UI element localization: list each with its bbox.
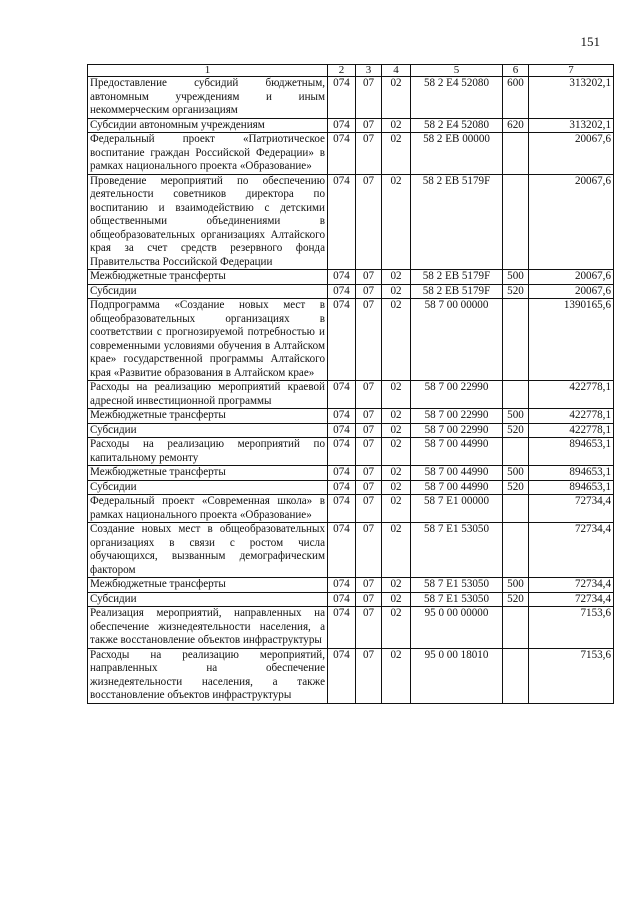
row-name: Межбюджетные трансферты [88,409,328,424]
target-article-code: 58 2 EB 5179F [411,174,503,270]
section-code: 07 [356,578,382,593]
expense-type-code: 520 [503,284,529,299]
amount: 422778,1 [529,423,614,438]
column-header: 3 [356,65,382,77]
column-header: 2 [328,65,356,77]
table-row [88,77,614,119]
subsection-code: 02 [382,592,411,607]
row-name: Субсидии [88,480,328,495]
row-name: Субсидии [88,423,328,438]
subsection-code: 02 [382,480,411,495]
amount: 313202,1 [529,118,614,133]
ministry-code: 074 [328,270,356,285]
expense-type-code: 520 [503,592,529,607]
section-code: 07 [356,381,382,409]
amount: 20067,6 [529,174,614,270]
table-row [88,270,614,285]
amount: 894653,1 [529,466,614,481]
row-name: Подпрограмма «Создание новых мест в общеобразовательных организациях в соответствии с прогнозируемой потребностью и современными условиями обучения в Алтайском крае» государственной программы Алтайского края «Развитие образования в Алтайском крае» [88,299,328,381]
table-row [88,466,614,481]
table-row [88,607,614,649]
column-header: 7 [529,65,614,77]
row-name: Федеральный проект «Патриотическое воспитание граждан Российской Федерации» в рамках национального проекта «Образование» [88,133,328,175]
table-row [88,423,614,438]
amount: 72734,4 [529,495,614,523]
amount: 20067,6 [529,270,614,285]
ministry-code: 074 [328,648,356,703]
table-row [88,409,614,424]
row-name: Межбюджетные трансферты [88,270,328,285]
amount: 72734,4 [529,592,614,607]
target-article-code: 58 7 00 44990 [411,466,503,481]
section-code: 07 [356,466,382,481]
target-article-code: 58 2 EB 5179F [411,284,503,299]
subsection-code: 02 [382,495,411,523]
expense-type-code [503,174,529,270]
table-row [88,381,614,409]
ministry-code: 074 [328,438,356,466]
subsection-code: 02 [382,648,411,703]
expense-type-code [503,495,529,523]
table-row [88,480,614,495]
section-code: 07 [356,438,382,466]
column-header: 5 [411,65,503,77]
header-row [88,65,614,77]
ministry-code: 074 [328,523,356,578]
subsection-code: 02 [382,284,411,299]
section-code: 07 [356,270,382,285]
ministry-code: 074 [328,381,356,409]
ministry-code: 074 [328,299,356,381]
row-name: Расходы на реализацию мероприятий краевой адресной инвестиционной программы [88,381,328,409]
amount: 72734,4 [529,523,614,578]
row-name: Субсидии автономным учреждениям [88,118,328,133]
expense-type-code: 500 [503,578,529,593]
row-name: Федеральный проект «Современная школа» в рамках национального проекта «Образование» [88,495,328,523]
section-code: 07 [356,284,382,299]
subsection-code: 02 [382,174,411,270]
row-name: Расходы на реализацию мероприятий по капитальному ремонту [88,438,328,466]
column-header: 4 [382,65,411,77]
target-article-code: 58 7 00 22990 [411,409,503,424]
subsection-code: 02 [382,423,411,438]
section-code: 07 [356,648,382,703]
subsection-code: 02 [382,299,411,381]
expense-type-code [503,438,529,466]
table-row [88,523,614,578]
expense-type-code [503,523,529,578]
section-code: 07 [356,118,382,133]
table-row [88,592,614,607]
row-name: Проведение мероприятий по обеспечению деятельности советников директора по воспитанию и взаимодействию с детскими общественными объединениями в общеобразовательных организациях Алтайского края за счет средств резервного фонда Правительства Российской Федерации [88,174,328,270]
amount: 422778,1 [529,381,614,409]
table-row [88,495,614,523]
section-code: 07 [356,495,382,523]
section-code: 07 [356,77,382,119]
ministry-code: 074 [328,423,356,438]
ministry-code: 074 [328,578,356,593]
section-code: 07 [356,423,382,438]
section-code: 07 [356,607,382,649]
row-name: Реализация мероприятий, направленных на обеспечение жизнедеятельности населения, а также восстановление объектов инфраструктуры [88,607,328,649]
target-article-code: 58 7 00 22990 [411,423,503,438]
subsection-code: 02 [382,438,411,466]
section-code: 07 [356,409,382,424]
row-name: Субсидии [88,592,328,607]
section-code: 07 [356,480,382,495]
ministry-code: 074 [328,133,356,175]
expense-type-code: 600 [503,77,529,119]
table-row [88,284,614,299]
table-row [88,299,614,381]
row-name: Межбюджетные трансферты [88,578,328,593]
target-article-code: 58 7 00 44990 [411,480,503,495]
page-number: 151 [580,34,600,49]
subsection-code: 02 [382,270,411,285]
target-article-code: 95 0 00 18010 [411,648,503,703]
section-code: 07 [356,592,382,607]
target-article-code: 58 2 EB 5179F [411,270,503,285]
amount: 72734,4 [529,578,614,593]
target-article-code: 58 7 E1 53050 [411,592,503,607]
subsection-code: 02 [382,118,411,133]
expense-type-code: 500 [503,270,529,285]
target-article-code: 58 2 E4 52080 [411,77,503,119]
subsection-code: 02 [382,607,411,649]
amount: 894653,1 [529,438,614,466]
subsection-code: 02 [382,409,411,424]
expense-type-code: 520 [503,480,529,495]
amount: 7153,6 [529,607,614,649]
table-row [88,133,614,175]
row-name: Предоставление субсидий бюджетным, автономным учреждениям и иным некоммерческим организациям [88,77,328,119]
amount: 20067,6 [529,284,614,299]
amount: 20067,6 [529,133,614,175]
ministry-code: 074 [328,480,356,495]
expense-type-code: 620 [503,118,529,133]
table-row [88,118,614,133]
subsection-code: 02 [382,133,411,175]
column-header: 6 [503,65,529,77]
subsection-code: 02 [382,466,411,481]
table-row [88,648,614,703]
subsection-code: 02 [382,77,411,119]
row-name: Расходы на реализацию мероприятий, направленных на обеспечение жизнедеятельности населения, а также восстановление объектов инфраструктуры [88,648,328,703]
amount: 313202,1 [529,77,614,119]
subsection-code: 02 [382,578,411,593]
target-article-code: 58 7 E1 00000 [411,495,503,523]
ministry-code: 074 [328,118,356,133]
ministry-code: 074 [328,592,356,607]
column-header: 1 [88,65,328,77]
ministry-code: 074 [328,495,356,523]
expense-type-code: 500 [503,409,529,424]
row-name: Субсидии [88,284,328,299]
target-article-code: 58 2 EB 00000 [411,133,503,175]
ministry-code: 074 [328,409,356,424]
target-article-code: 95 0 00 00000 [411,607,503,649]
target-article-code: 58 7 00 00000 [411,299,503,381]
row-name: Создание новых мест в общеобразовательных организациях в связи с ростом числа обучающихся, вызванным демографическим фактором [88,523,328,578]
amount: 7153,6 [529,648,614,703]
target-article-code: 58 7 00 22990 [411,381,503,409]
row-name: Межбюджетные трансферты [88,466,328,481]
section-code: 07 [356,523,382,578]
section-code: 07 [356,174,382,270]
budget-table [87,64,614,704]
subsection-code: 02 [382,381,411,409]
expense-type-code: 500 [503,466,529,481]
ministry-code: 074 [328,174,356,270]
amount: 1390165,6 [529,299,614,381]
table-row [88,438,614,466]
expense-type-code: 520 [503,423,529,438]
expense-type-code [503,299,529,381]
ministry-code: 074 [328,466,356,481]
expense-type-code [503,133,529,175]
section-code: 07 [356,299,382,381]
target-article-code: 58 7 E1 53050 [411,523,503,578]
ministry-code: 074 [328,607,356,649]
expense-type-code [503,607,529,649]
target-article-code: 58 2 E4 52080 [411,118,503,133]
expense-type-code [503,648,529,703]
ministry-code: 074 [328,77,356,119]
amount: 894653,1 [529,480,614,495]
target-article-code: 58 7 00 44990 [411,438,503,466]
amount: 422778,1 [529,409,614,424]
table-row [88,578,614,593]
subsection-code: 02 [382,523,411,578]
section-code: 07 [356,133,382,175]
expense-type-code [503,381,529,409]
ministry-code: 074 [328,284,356,299]
table-row [88,174,614,270]
target-article-code: 58 7 E1 53050 [411,578,503,593]
